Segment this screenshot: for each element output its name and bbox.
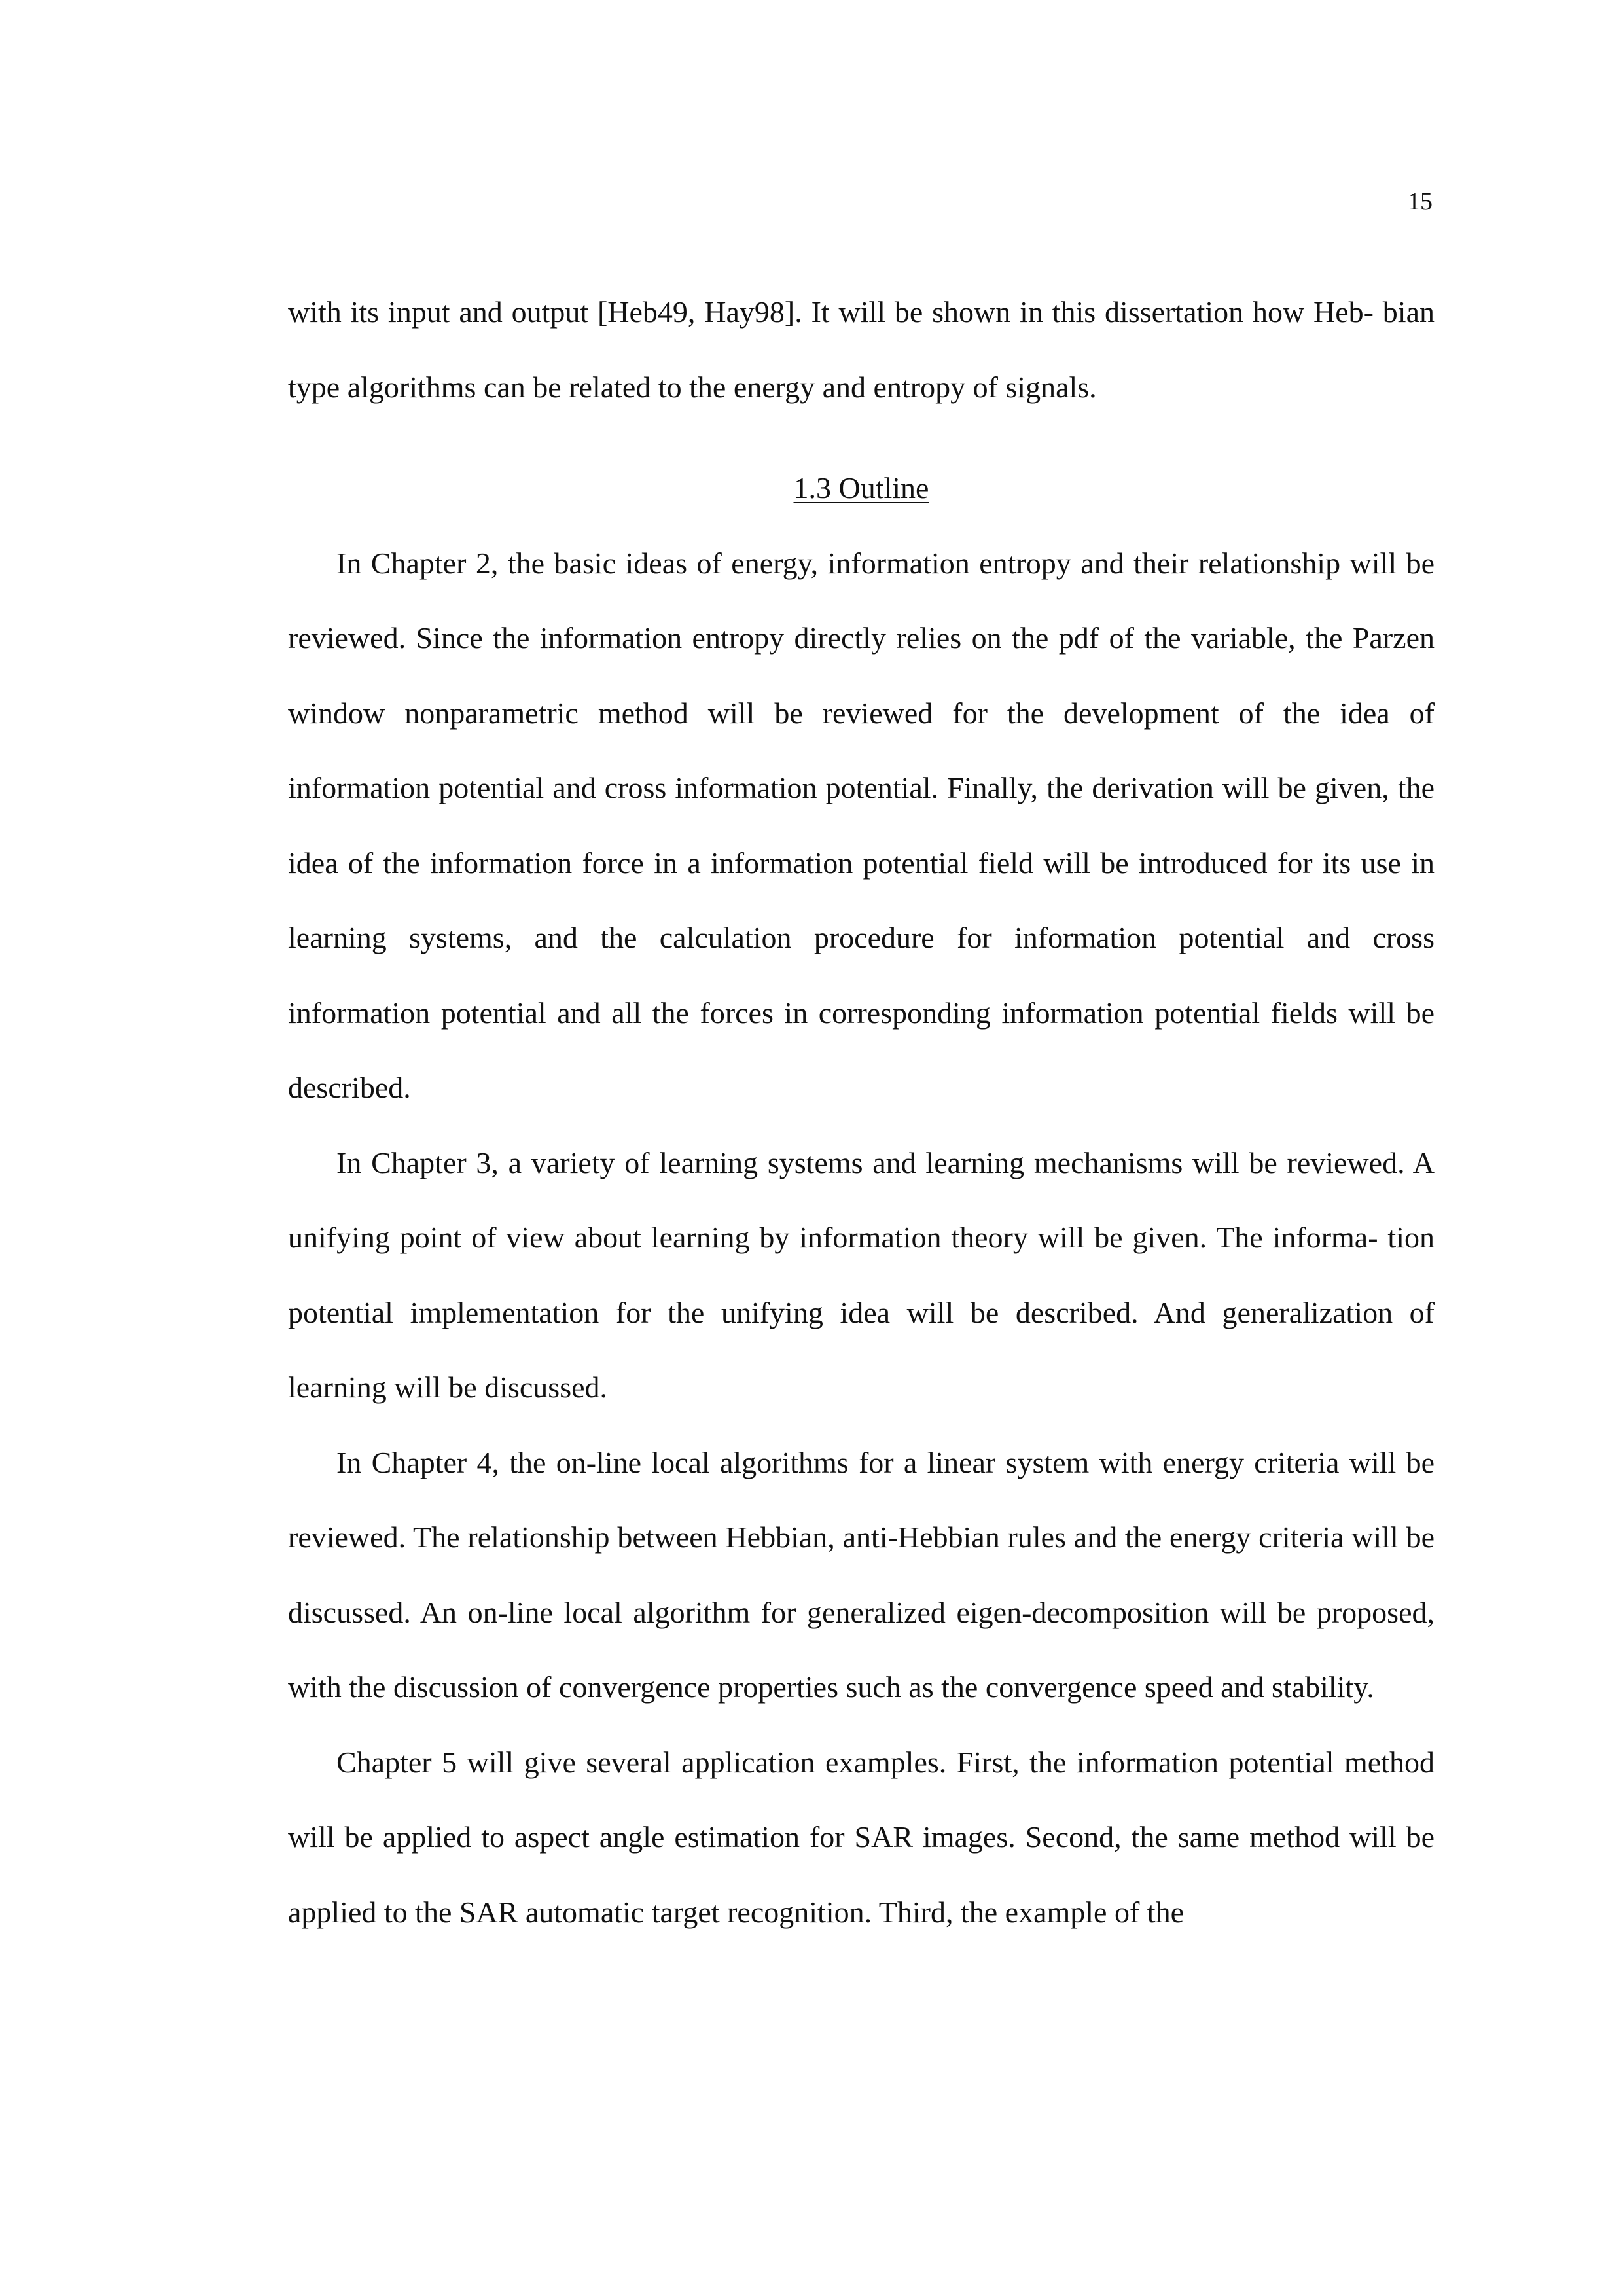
paragraph-chapter-5: Chapter 5 will give several application examples. First, the information potential method will be applied to aspect angle estimation for SAR images. Second, the same method will be applied to the SAR automatic target recognition. Third, the example of the bbox=[288, 1745, 1435, 1929]
page-number: 15 bbox=[1408, 188, 1433, 215]
paragraph-chapter-2: In Chapter 2, the basic ideas of energy, information entropy and their relationship will be reviewed. Since the information entropy directly relies on the pdf of the variable, the Parzen window nonparametric method will be reviewed for the development of the idea of information potential and cross information potential. Finally, the derivation will be given, the idea of the information force in a information potential field will be introduced for its use in learning systems, and the calculation procedure for information potential and cross information potential and all the forces in corresponding information potential fields will be described. bbox=[288, 546, 1435, 1104]
continuation-paragraph: with its input and output [Heb49, Hay98]. It will be shown in this dissertation how Heb- bian type algorithms can be related to the energy and entropy of signals. bbox=[288, 295, 1435, 404]
section-heading bbox=[288, 451, 1435, 526]
section-heading-text: 1.3 Outline bbox=[793, 471, 929, 505]
paragraph-chapter-3: In Chapter 3, a variety of learning systems and learning mechanisms will be reviewed. A unifying point of view about learning by information theory will be given. The informa- tion potential implementation for the unifying idea will be described. And generalization of learning will be discussed. bbox=[288, 1145, 1435, 1404]
page-body bbox=[288, 275, 1435, 1950]
paragraph-chapter-4: In Chapter 4, the on-line local algorithms for a linear system with energy criteria will be reviewed. The relationship between Hebbian, anti-Hebbian rules and the energy criteria will be discussed. An on-line local algorithm for generalized eigen-decomposition will be proposed, with the discussion of convergence properties such as the convergence speed and stability. bbox=[288, 1445, 1435, 1704]
